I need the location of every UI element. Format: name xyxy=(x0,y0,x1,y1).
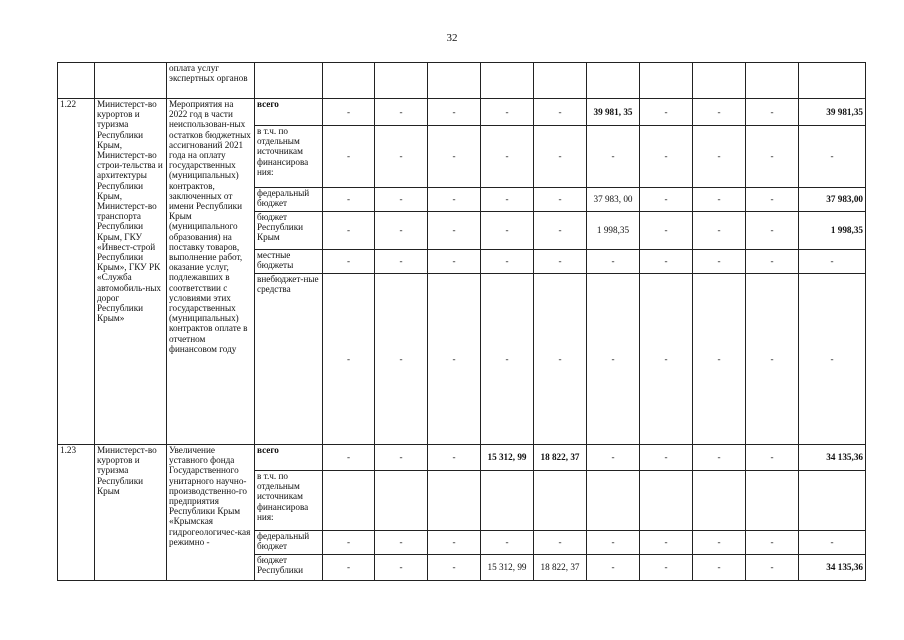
value-cell: 18 822, 37 xyxy=(534,555,587,581)
value-cell: - xyxy=(375,555,428,581)
total-cell: - xyxy=(799,531,866,555)
value-cell: - xyxy=(375,99,428,126)
value-cell: - xyxy=(323,126,375,188)
source-cell: бюджет Республики Крым xyxy=(255,212,323,250)
value-cell xyxy=(693,471,746,531)
budget-table xyxy=(57,62,866,581)
value-cell: 15 312, 99 xyxy=(481,555,534,581)
value-cell: - xyxy=(746,274,799,445)
value-cell: - xyxy=(534,274,587,445)
value-cell: - xyxy=(587,555,640,581)
value-cell: - xyxy=(375,445,428,471)
value-cell xyxy=(428,471,481,531)
value-cell: - xyxy=(693,555,746,581)
source-cell: бюджет Республики xyxy=(255,555,323,581)
value-cell: - xyxy=(693,274,746,445)
value-cell: - xyxy=(481,250,534,274)
value-cell xyxy=(587,471,640,531)
source-cell: федеральный бюджет xyxy=(255,531,323,555)
value-cell: - xyxy=(587,445,640,471)
value-cell: - xyxy=(481,188,534,212)
value-cell: - xyxy=(481,274,534,445)
value-cell: - xyxy=(693,126,746,188)
value-cell xyxy=(640,471,693,531)
value-cell xyxy=(375,471,428,531)
value-cell: - xyxy=(746,531,799,555)
value-cell: - xyxy=(375,250,428,274)
table-row-continuation xyxy=(58,63,866,99)
total-cell: 37 983,00 xyxy=(799,188,866,212)
value-cell: - xyxy=(640,126,693,188)
event-cell-continuation: оплата услуг экспертных органов xyxy=(167,63,255,99)
row-number: 1.23 xyxy=(58,445,95,581)
value-cell: - xyxy=(375,531,428,555)
value-cell: - xyxy=(534,531,587,555)
value-cell: - xyxy=(323,531,375,555)
value-cell: - xyxy=(640,531,693,555)
value-cell: - xyxy=(746,126,799,188)
value-cell: 15 312, 99 xyxy=(481,445,534,471)
value-cell: - xyxy=(428,555,481,581)
value-cell: - xyxy=(375,188,428,212)
total-cell: 1 998,35 xyxy=(799,212,866,250)
table-row xyxy=(58,445,866,471)
total-cell: - xyxy=(799,126,866,188)
row-number: 1.22 xyxy=(58,99,95,445)
value-cell: - xyxy=(428,531,481,555)
value-cell: - xyxy=(428,99,481,126)
value-cell: - xyxy=(481,126,534,188)
value-cell: - xyxy=(323,99,375,126)
value-cell: - xyxy=(640,250,693,274)
value-cell: - xyxy=(640,555,693,581)
total-cell: - xyxy=(799,250,866,274)
value-cell: - xyxy=(640,212,693,250)
value-cell: - xyxy=(534,126,587,188)
value-cell: - xyxy=(428,250,481,274)
event-cell: Увеличение уставного фонда Государственного унитарного научно-производственно-го предприятия Республики Крым «Крымская гидрогеологичес-кая режимно - xyxy=(167,445,255,581)
value-cell: - xyxy=(746,250,799,274)
value-cell: - xyxy=(587,250,640,274)
value-cell: - xyxy=(587,531,640,555)
total-cell: 34 135,36 xyxy=(799,555,866,581)
value-cell: - xyxy=(428,126,481,188)
source-cell: федеральный бюджет xyxy=(255,188,323,212)
value-cell: - xyxy=(746,99,799,126)
value-cell: - xyxy=(746,212,799,250)
source-cell: всего xyxy=(255,445,323,471)
value-cell xyxy=(323,471,375,531)
value-cell: - xyxy=(587,126,640,188)
executor-cell: Министерст-во курортов и туризма Республики Крым xyxy=(95,445,167,581)
value-cell: - xyxy=(323,188,375,212)
value-cell: - xyxy=(481,99,534,126)
value-cell: - xyxy=(375,126,428,188)
value-cell: - xyxy=(693,531,746,555)
value-cell: - xyxy=(693,250,746,274)
value-cell: - xyxy=(481,212,534,250)
value-cell: - xyxy=(323,212,375,250)
value-cell: - xyxy=(323,445,375,471)
executor-cell: Министерст-во курортов и туризма Республики Крым, Министерст-во строи-тельства и архитектуры Республики Крым, Министерст-во транспорта Республики Крым, ГКУ «Инвест-строй Республики Крым», ГКУ РК «Служба автомобиль-ных дорог Республики Крым» xyxy=(95,99,167,445)
total-cell xyxy=(799,471,866,531)
value-cell: - xyxy=(693,445,746,471)
value-cell xyxy=(746,471,799,531)
value-cell: 1 998,35 xyxy=(587,212,640,250)
value-cell: - xyxy=(428,212,481,250)
value-cell: - xyxy=(746,188,799,212)
value-cell: 37 983, 00 xyxy=(587,188,640,212)
source-cell: в т.ч. по отдельным источникам финансирова ния: xyxy=(255,471,323,531)
value-cell: - xyxy=(693,99,746,126)
value-cell: - xyxy=(587,274,640,445)
value-cell xyxy=(481,471,534,531)
value-cell: - xyxy=(534,99,587,126)
value-cell: - xyxy=(375,274,428,445)
value-cell: - xyxy=(428,188,481,212)
value-cell: 39 981, 35 xyxy=(587,99,640,126)
value-cell: 18 822, 37 xyxy=(534,445,587,471)
source-cell: местные бюджеты xyxy=(255,250,323,274)
value-cell: - xyxy=(534,188,587,212)
source-cell: всего xyxy=(255,99,323,126)
value-cell: - xyxy=(640,99,693,126)
value-cell: - xyxy=(746,445,799,471)
value-cell: - xyxy=(428,274,481,445)
value-cell: - xyxy=(375,212,428,250)
value-cell: - xyxy=(323,555,375,581)
source-cell: в т.ч. по отдельным источникам финансирова ния: xyxy=(255,126,323,188)
value-cell: - xyxy=(481,531,534,555)
value-cell: - xyxy=(693,188,746,212)
value-cell: - xyxy=(428,445,481,471)
value-cell: - xyxy=(693,212,746,250)
event-cell: Мероприятия на 2022 год в части неиспользован-ных остатков бюджетных ассигнований 2021 года на оплату государственных (муниципальных) контрактов, заключенных от имени Республики Крым (муниципального образования) на поставку товаров, выполнение работ, оказание услуг, подлежавших в соответствии с условиями этих государственных (муниципальных) контрактов оплате в отчетном финансовом году xyxy=(167,99,255,445)
value-cell: - xyxy=(323,250,375,274)
table-row xyxy=(58,99,866,126)
total-cell: - xyxy=(799,274,866,445)
page-number: 32 xyxy=(446,32,458,44)
value-cell: - xyxy=(534,250,587,274)
value-cell: - xyxy=(746,555,799,581)
total-cell: 39 981,35 xyxy=(799,99,866,126)
value-cell: - xyxy=(323,274,375,445)
value-cell: - xyxy=(640,274,693,445)
value-cell: - xyxy=(640,445,693,471)
value-cell: - xyxy=(640,188,693,212)
source-cell: внебюджет-ные средства xyxy=(255,274,323,445)
value-cell xyxy=(534,471,587,531)
value-cell: - xyxy=(534,212,587,250)
total-cell: 34 135,36 xyxy=(799,445,866,471)
